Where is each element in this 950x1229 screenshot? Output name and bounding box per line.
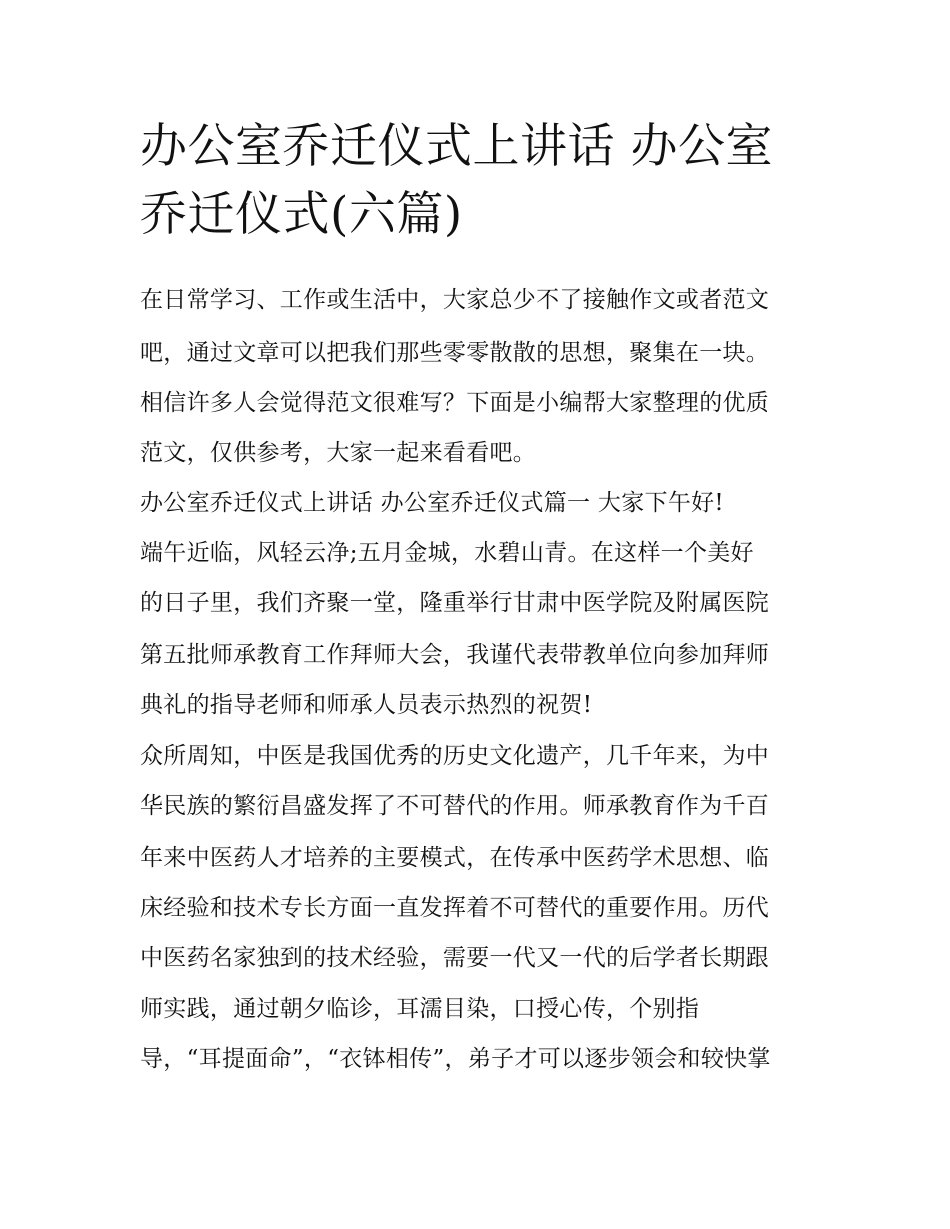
body-line-3: 相信许多人会觉得范文很难写？下面是小编帮大家整理的优质 xyxy=(140,390,770,416)
body-line-6: 端午近临，风轻云净;五月金城，水碧山青。在这样一个美好 xyxy=(140,540,754,566)
body-line-10: 众所周知，中医是我国优秀的历史文化遗产，几千年来，为中 xyxy=(140,743,770,769)
body-line-11: 华民族的繁衍昌盛发挥了不可替代的作用。师承教育作为千百 xyxy=(140,793,770,819)
body-line-13: 床经验和技术专长方面一直发挥着不可替代的重要作用。历代 xyxy=(140,895,770,921)
body-line-15: 师实践，通过朝夕临诊，耳濡目染，口授心传，个别指 xyxy=(140,996,700,1022)
body-line-16: 导，“耳提面命”，“衣钵相传”，弟子才可以逐步领会和较快掌 xyxy=(140,1046,771,1072)
body-line-8: 第五批师承教育工作拜师大会，我谨代表带教单位向参加拜师 xyxy=(140,642,770,668)
body-line-4: 范文，仅供参考，大家一起来看看吧。 xyxy=(140,440,537,466)
body-line-9: 典礼的指导老师和师承人员表示热烈的祝贺! xyxy=(140,692,593,718)
body-line-7: 的日子里，我们齐聚一堂，隆重举行甘肃中医学院及附属医院 xyxy=(140,590,770,616)
body-line-5: 办公室乔迁仪式上讲话 办公室乔迁仪式篇一 大家下午好! xyxy=(140,490,724,516)
body-line-14: 中医药名家独到的技术经验，需要一代又一代的后学者长期跟 xyxy=(140,945,770,971)
body-line-2: 吧，通过文章可以把我们那些零零散散的思想，聚集在一块。 xyxy=(140,340,770,366)
title-line-1: 办公室乔迁仪式上讲话 办公室 xyxy=(140,119,773,174)
document-title xyxy=(140,113,830,249)
body-line-12: 年来中医药人才培养的主要模式，在传承中医药学术思想、临 xyxy=(140,845,770,871)
title-line-2: 乔迁仪式(六篇) xyxy=(140,187,463,242)
body-line-1: 在日常学习、工作或生活中，大家总少不了接触作文或者范文 xyxy=(140,287,770,313)
